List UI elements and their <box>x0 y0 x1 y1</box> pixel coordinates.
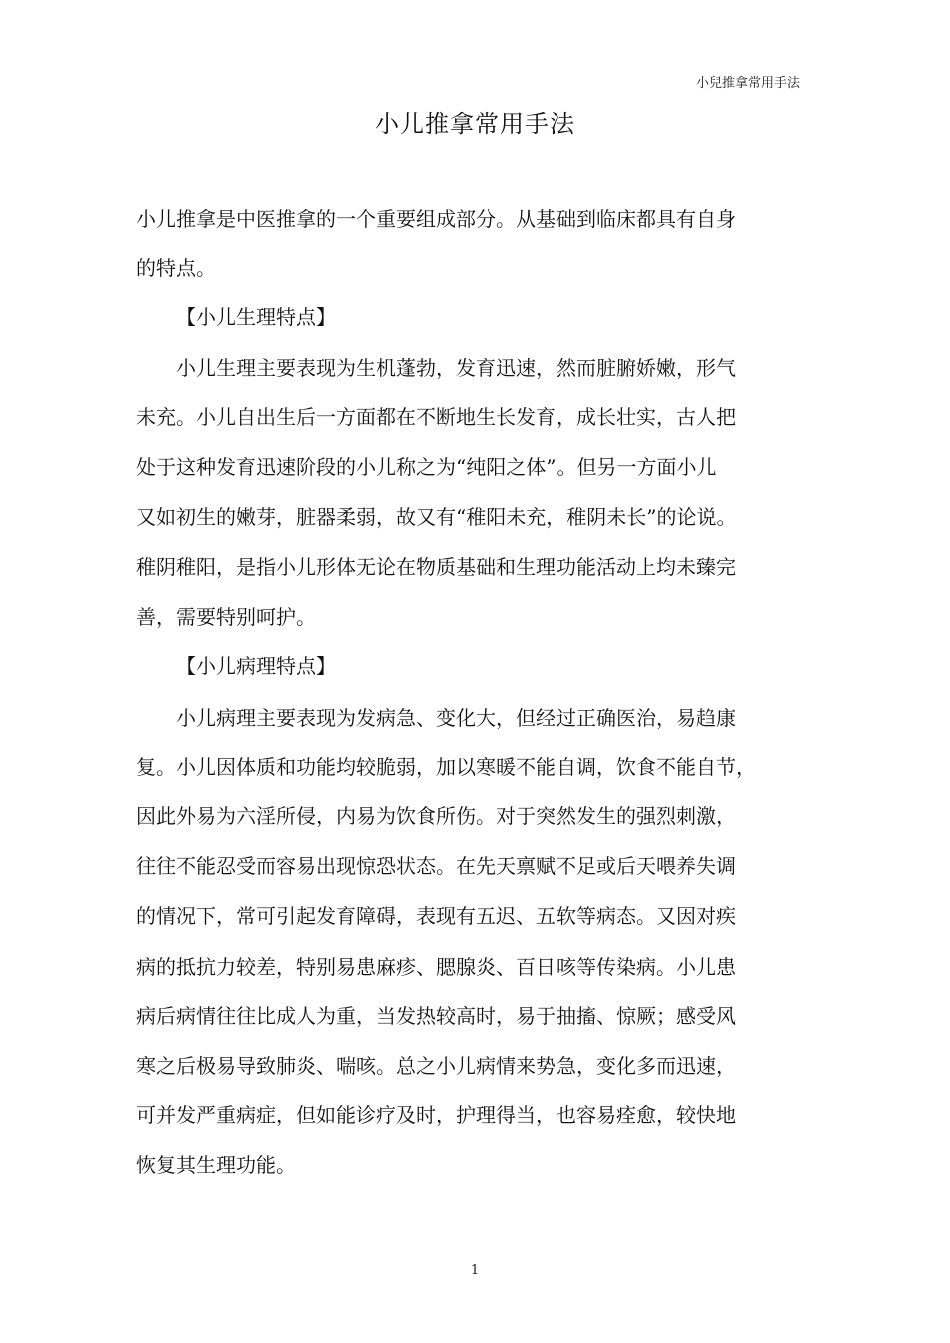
paragraph-line: 未充。小儿自出生后一方面都在不断地生长发育，成长壮实，古人把 <box>136 405 736 429</box>
paragraph-line: 处于这种发育迅速阶段的小儿称之为“纯阳之体”。但另一方面小儿 <box>136 455 717 479</box>
paragraph-line: 又如初生的嫩芽，脏器柔弱，故又有“稚阳未充，稚阴未长”的论说。 <box>136 505 737 529</box>
paragraph-line: 往往不能忍受而容易出现惊恐状态。在先天禀赋不足或后天喂养失调 <box>136 854 736 878</box>
paragraph-line: 稚阴稚阳，是指小儿形体无论在物质基础和生理功能活动上均未臻完 <box>136 555 736 579</box>
page-title: 小儿推拿常用手法 <box>375 110 575 138</box>
paragraph-line: 恢复其生理功能。 <box>136 1153 296 1177</box>
paragraph-line: 病后病情往往比成人为重，当发热较高时，易于抽搐、惊厥；感受风 <box>136 1004 736 1028</box>
page-number: 1 <box>470 1263 480 1278</box>
paragraph-line: 的情况下，常可引起发育障碍，表现有五迟、五软等病态。又因对疾 <box>136 904 736 928</box>
paragraph-line: 小儿生理主要表现为生机蓬勃，发育迅速，然而脏腑娇嫩，形气 <box>176 356 736 380</box>
paragraph-line: 小儿推拿是中医推拿的一个重要组成部分。从基础到临床都具有自身 <box>136 207 736 231</box>
paragraph-line: 复。小儿因体质和功能均较脆弱，加以寒暖不能自调，饮食不能自节， <box>136 755 756 779</box>
paragraph-line: 病的抵抗力较差，特别易患麻疹、腮腺炎、百日咳等传染病。小儿患 <box>136 955 736 979</box>
paragraph-line: 因此外易为六淫所侵，内易为饮食所伤。对于突然发生的强烈刺激， <box>136 804 736 828</box>
paragraph-line: 寒之后极易导致肺炎、喘咳。总之小儿病情来势急，变化多而迅速， <box>136 1054 736 1078</box>
paragraph-line: 的特点。 <box>136 256 216 280</box>
running-header: 小兒推拿常用手法 <box>695 76 800 91</box>
section-heading-pathology: 【小儿病理特点】 <box>176 654 336 678</box>
paragraph-line: 可并发严重病症，但如能诊疗及时，护理得当，也容易痊愈，较快地 <box>136 1103 736 1127</box>
section-heading-physiology: 【小儿生理特点】 <box>176 305 336 329</box>
paragraph-line: 小儿病理主要表现为发病急、变化大，但经过正确医治，易趋康 <box>176 706 736 730</box>
paragraph-line: 善，需要特别呵护。 <box>136 605 316 629</box>
